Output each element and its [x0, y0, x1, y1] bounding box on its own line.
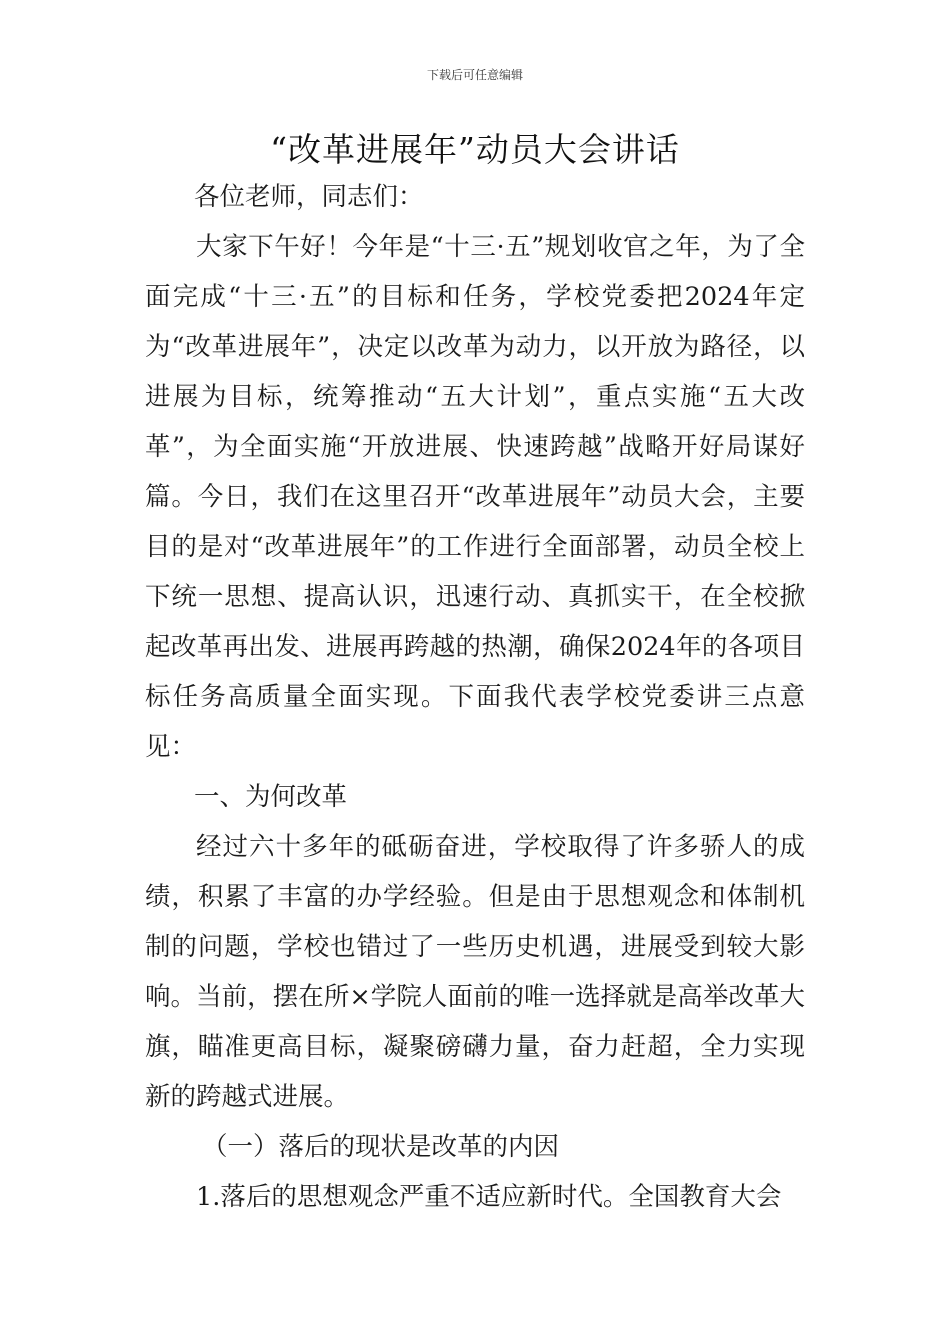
document-body	[145, 172, 805, 1222]
greeting: 各位老师，同志们：	[194, 182, 424, 212]
header-note: 下载后可任意编辑	[426, 68, 523, 82]
subsection-one-heading: （一）落后的现状是改革的内因	[202, 1132, 560, 1162]
section-one-heading: 一、为何改革	[194, 782, 348, 812]
document-title: “改革进展年”动员大会讲话	[270, 130, 680, 169]
section-one-paragraph: 经过六十多年的砥砺奋进，学校取得了许多骄人的成绩，积累了丰富的办学经验。但是由于思想观念和体制机制的问题，学校也错过了一些历史机遇，进展受到较大影响。当前，摆在所×学院人面前的唯一选择就是高举改革大旗，瞄准更高目标，凝聚磅礴力量，奋力赶超，全力实现新的跨越式进展。	[145, 832, 805, 1112]
point-one-paragraph: 1.落后的思想观念严重不适应新时代。全国教育大会	[196, 1182, 782, 1212]
intro-paragraph: 大家下午好！今年是“十三·五”规划收官之年，为了全面完成“十三·五”的目标和任务，学校党委把2024年定为“改革进展年”，决定以改革为动力，以开放为路径，以进展为目标，统筹推动“五大计划”，重点实施“五大改革”，为全面实施“开放进展、快速跨越”战略开好局谋好篇。今日，我们在这里召开“改革进展年”动员大会，主要目的是对“改革进展年”的工作进行全面部署，动员全校上下统一思想、提高认识，迅速行动、真抓实干，在全校掀起改革再出发、进展再跨越的热潮，确保2024年的各项目标任务高质量全面实现。下面我代表学校党委讲三点意见：	[145, 232, 805, 762]
